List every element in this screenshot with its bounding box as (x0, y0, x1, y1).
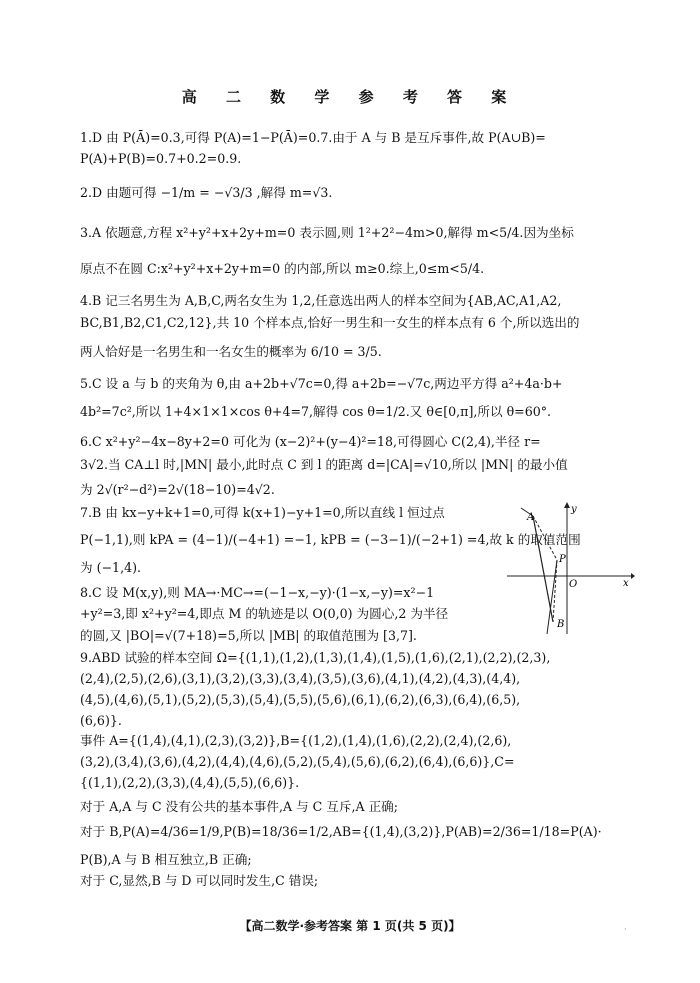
answer-line: 4b²=7c²,所以 1+4×1×1×cos θ+4=7,解得 cos θ=1/2.又 θ∈[0,π],所以 θ=60°. (80, 404, 552, 419)
x-axis-label: x (623, 578, 629, 589)
answer-line: 对于 B,P(A)=4/36=1/9,P(B)=18/36=1/2,AB={(1,4),(3,2)},P(AB)=2/36=1/18=P(A)· (80, 824, 602, 839)
answer-line: 的圆,又 |BO|=√(7+18)=5,所以 |MB| 的取值范围为 [3,7]. (80, 628, 417, 643)
answer-line: 9.ABD 试验的样本空间 Ω={(1,1),(1,2),(1,3),(1,4),(1,5),(1,6),(2,1),(2,2),(2,3), (80, 650, 551, 665)
answer-line: 3√2.当 CA⊥l 时,|MN| 最小,此时点 C 到 l 的距离 d=|CA|=√10,所以 |MN| 的最小值 (80, 457, 568, 472)
answer-line: P(−1,1),则 kPA = (4−1)/(−4+1) =−1, kPB = (−3−1)/(−2+1) =4,故 k 的取值范围 (80, 532, 581, 547)
page-title: 高 二 数 学 参 考 答 案 (181, 88, 519, 106)
point-b-label: B (557, 619, 565, 630)
answer-line: 对于 A,A 与 C 没有公共的基本事件,A 与 C 互斥,A 正确; (80, 799, 399, 814)
answer-line: 事件 A={(1,4),(4,1),(2,3),(3,2)},B={(1,2),(1,4),(1,6),(2,2),(2,4),(2,6), (80, 733, 512, 748)
point-p-label: P (559, 554, 566, 565)
answer-line: {(1,1),(2,2),(3,3),(4,4),(5,5),(6,6)}. (80, 775, 300, 790)
answer-line: P(B),A 与 B 相互独立,B 正确; (80, 852, 252, 867)
origin-label: O (569, 579, 578, 590)
answer-line: 6.C x²+y²−4x−8y+2=0 可化为 (x−2)²+(y−4)²=18,可得圆心 C(2,4),半径 r= (80, 434, 541, 449)
y-axis-label: y (571, 504, 577, 515)
answer-line: 为 2√(r²−d²)=2√(18−10)=4√2. (80, 482, 275, 497)
answer-line: 两人恰好是一名男生和一名女生的概率为 6/10 = 3/5. (80, 344, 382, 359)
answer-line: (4,5),(4,6),(5,1),(5,2),(5,3),(5,4),(5,5),(5,6),(6,1),(6,2),(6,3),(6,4),(6,5), (80, 692, 521, 707)
answer-line: (2,4),(2,5),(2,6),(3,1),(3,2),(3,3),(3,4),(3,5),(3,6),(4,1),(4,2),(4,3),(4,4), (80, 671, 521, 686)
answer-line: 1.D 由 P(Ā)=0.3,可得 P(A)=1−P(Ā)=0.7.由于 A 与 B 是互斥事件,故 P(A∪B)= (80, 130, 546, 145)
answer-line: 3.A 依题意,方程 x²+y²+x+2y+m=0 表示圆,则 1²+2²−4m>0,解得 m<5/4.因为坐标 (80, 225, 574, 240)
answer-line: +y²=3,即 x²+y²=4,即点 M 的轨迹是以 O(0,0) 为圆心,2 为半径 (80, 606, 449, 621)
answer-line: (6,6)}. (80, 713, 122, 728)
answer-line: 原点不在圆 C:x²+y²+x+2y+m=0 的内部,所以 m≥0.综上,0≤m<5/4. (80, 261, 485, 276)
answer-line: P(A)+P(B)=0.7+0.2=0.9. (80, 151, 242, 166)
answer-line: BC,B1,B2,C1,C2,12},共 10 个样本点,恰好一男生和一女生的样本点有 6 个,所以选出的 (80, 315, 580, 330)
answer-line: 2.D 由题可得 −1/m = −√3/3 ,解得 m=√3. (80, 185, 333, 200)
answer-line: 7.B 由 kx−y+k+1=0,可得 k(x+1)−y+1=0,所以直线 l 恒过点 (80, 505, 445, 520)
answer-line: 对于 C,显然,B 与 D 可以同时发生,C 错误; (80, 873, 319, 888)
answer-line: 4.B 记三名男生为 A,B,C,两名女生为 1,2,任意选出两人的样本空间为{AB,AC,A1,A2, (80, 293, 562, 308)
answer-line: 为 (−1,4). (80, 560, 142, 575)
answer-line: 5.C 设 a 与 b 的夹角为 θ,由 a+2b+√7c=0,得 a+2b=−√7c,两边平方得 a²+4a·b+ (80, 376, 563, 391)
answer-line: (3,2),(3,4),(3,6),(4,2),(4,4),(4,6),(5,2),(5,4),(5,6),(6,2),(6,4),(6,6)},C= (80, 754, 515, 769)
page-footer: 【高二数学·参考答案 第 1 页(共 5 页)】 (239, 919, 461, 933)
answer-line: 8.C 设 M(x,y),则 MA→·MC→=(−1−x,−y)·(1−x,−y)=x²−1 (80, 585, 435, 600)
coordinate-figure (505, 500, 635, 635)
corner-mark: · (624, 925, 627, 934)
point-a-label: A (527, 512, 535, 523)
